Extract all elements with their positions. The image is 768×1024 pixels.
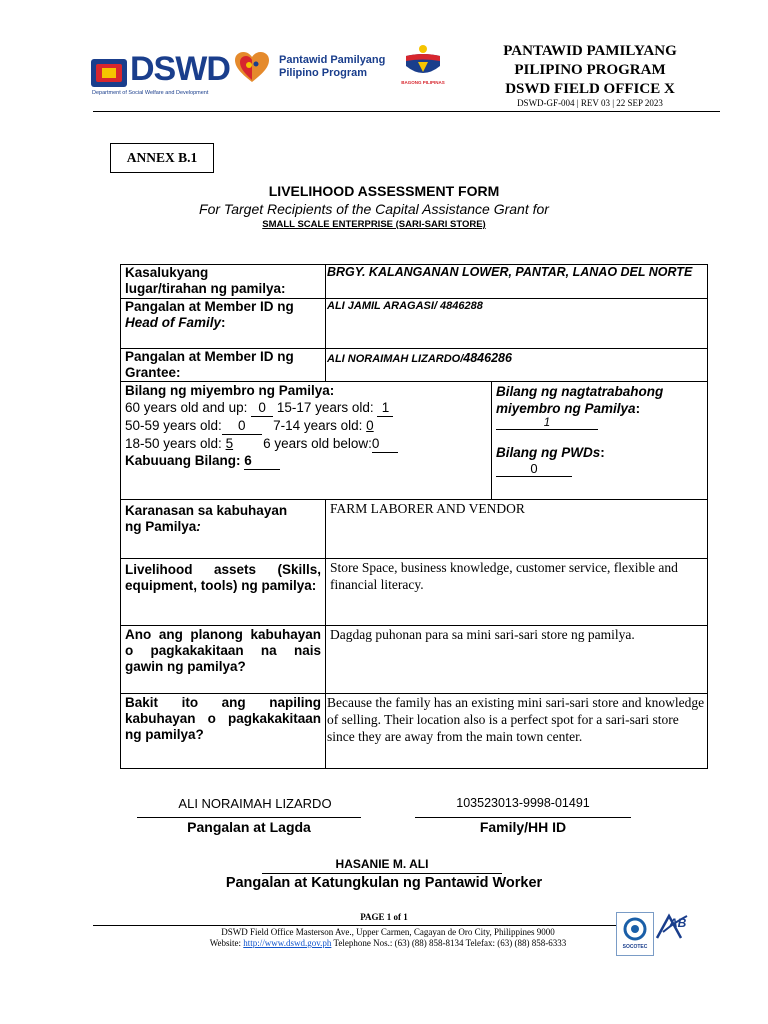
age-50-value: 0 [222, 417, 262, 435]
head-label-line2: Head of Family [125, 315, 222, 330]
members-line-18-6 [125, 435, 487, 453]
age-18-label: 18-50 years old: [125, 436, 222, 451]
pantawid-logo-line2: Pilipino Program [279, 67, 368, 79]
experience-label [121, 500, 326, 559]
head-value: ALI JAMIL ARAGASI/ 4846288 [326, 299, 708, 349]
worker-signature-line [262, 873, 502, 874]
members-cell [121, 382, 492, 500]
bagong-pilipinas-seal-icon [400, 42, 446, 82]
footer-website-link[interactable]: http://www.dswd.gov.ph [243, 938, 332, 948]
grantee-label-line1: Pangalan at Member ID ng [125, 349, 294, 364]
experience-label-line2: ng Pamilya [125, 519, 197, 534]
pwd-label-colon: : [600, 445, 605, 460]
head-label [121, 299, 326, 349]
age-15-label: 15-17 years old: [276, 400, 374, 415]
grantee-signature-name: ALI NORAIMAH LIZARDO [178, 796, 332, 811]
socotec-text: SOCOTEC [622, 944, 648, 950]
head-label-line1: Pangalan at Member ID ng [125, 299, 294, 314]
row-head-of-family [121, 299, 708, 349]
grantee-value-id: 4846286 [463, 351, 512, 365]
office-title-line1: PANTAWID PAMILYANG [503, 43, 677, 59]
row-experience [121, 500, 708, 559]
pantawid-logo-line1: Pantawid Pamilyang [279, 54, 386, 66]
ab-accreditation-badge [655, 912, 691, 954]
pwd-label-wrap [496, 444, 703, 461]
annex-label: ANNEX B.1 [110, 143, 214, 173]
age-60-label: 60 years old and up: [125, 400, 248, 415]
pwd-value: 0 [496, 461, 572, 477]
assets-label: Livelihood assets (Skills, equipment, tools) ng pamilya: [121, 559, 326, 626]
grantee-label [121, 349, 326, 382]
reason-value: Because the family has an existing mini sari-sari store and knowledge of selling. Their location also is a perfect spot for a sari-sari store since they are away from the main town center. [326, 694, 708, 769]
row-assets [121, 559, 708, 626]
form-subtitle-enterprise: SMALL SCALE ENTERPRISE (SARI-SARI STORE) [262, 219, 486, 230]
working-value-wrap [496, 417, 703, 430]
grantee-value [326, 349, 708, 382]
office-title-line3: DSWD FIELD OFFICE X [505, 81, 675, 97]
dswd-logo [90, 50, 235, 99]
members-total-value: 6 [244, 453, 280, 470]
plan-value: Dagdag puhonan para sa mini sari-sari store ng pamilya. [326, 626, 708, 694]
assets-value: Store Space, business knowledge, customer service, flexible and financial literacy. [326, 559, 708, 626]
age-7-value: 0 [366, 418, 374, 433]
address-label [121, 265, 326, 299]
ab-text: AB [669, 916, 687, 930]
dswd-logo-text: DSWD [130, 50, 230, 88]
form-title: LIVELIHOOD ASSESSMENT FORM [268, 183, 500, 199]
dswd-logo-subtitle: Department of Social Welfare and Development [92, 90, 209, 96]
age-6-value: 0 [372, 435, 398, 453]
row-address [121, 265, 708, 299]
members-line-60-15 [125, 399, 487, 417]
iso-certification-icon [617, 915, 653, 945]
pwd-value-wrap [496, 461, 703, 477]
page-number: PAGE 1 of 1 [360, 912, 408, 922]
grantee-signature-caption: Pangalan at Lagda [187, 819, 311, 835]
experience-label-colon: : [196, 519, 201, 534]
working-label-wrap [496, 383, 703, 417]
pwd-label: Bilang ng PWDs [496, 445, 601, 460]
address-label-line2: lugar/tirahan ng pamilya: [125, 281, 286, 296]
hh-id-value: 103523013-9998-01491 [456, 796, 590, 810]
dswd-shield-icon [90, 57, 128, 89]
members-label: Bilang ng miyembro ng Pamilya: [125, 383, 335, 398]
age-7-label: 7-14 years old: [273, 418, 363, 433]
grantee-signature-line [137, 817, 361, 818]
members-total [125, 453, 487, 470]
age-15-value: 1 [377, 399, 393, 417]
experience-label-line2-wrap [125, 519, 321, 535]
reason-label: Bakit ito ang napiling kabuhayan o pagkakakitaan ng pamilya? [121, 694, 326, 769]
header-divider [93, 111, 720, 112]
assessment-table [120, 264, 708, 769]
members-line-50-7 [125, 417, 487, 435]
members-total-label: Kabuuang Bilang: [125, 453, 241, 468]
row-members [121, 382, 708, 500]
worker-caption: Pangalan at Katungkulan ng Pantawid Worker [225, 875, 543, 891]
head-label-colon: : [221, 315, 226, 330]
footer-phones: Telephone Nos.: (63) (88) 858-8134 Telefax: (63) (88) 858-6333 [331, 938, 567, 948]
row-plan [121, 626, 708, 694]
grantee-label-line2: Grantee: [125, 365, 181, 380]
footer-website-label: Website: [209, 938, 244, 948]
address-label-line1: Kasalukyang [125, 265, 209, 280]
age-50-label: 50-59 years old: [125, 418, 222, 433]
office-title-line2: PILIPINO PROGRAM [514, 62, 666, 78]
age-60-value: 0 [251, 399, 273, 417]
office-title [470, 42, 710, 99]
head-label-line2-wrap [125, 315, 321, 331]
working-label-colon: : [635, 401, 641, 416]
document-code: DSWD-GF-004 | REV 03 | 22 SEP 2023 [517, 98, 663, 108]
age-6-label: 6 years old below: [263, 436, 372, 451]
experience-label-line1: Karanasan sa kabuhayan [125, 503, 288, 518]
hh-id-line [415, 817, 631, 818]
socotec-badge [616, 912, 654, 956]
row-grantee [121, 349, 708, 382]
heart-family-icon [235, 52, 269, 84]
age-18-value: 5 [225, 436, 234, 451]
worker-name: HASANIE M. ALI [335, 857, 429, 871]
bagong-pilipinas-logo [398, 42, 448, 90]
form-subtitle: For Target Recipients of the Capital Assistance Grant for [199, 201, 549, 217]
working-pwd-cell [492, 382, 708, 500]
plan-label: Ano ang planong kabuhayan o pagkakakitaan na nais gawin ng pamilya? [121, 626, 326, 694]
pantawid-logo [235, 52, 395, 92]
bagong-pilipinas-text: BAGONG PILIPINAS [401, 80, 445, 85]
grantee-value-name: ALI NORAIMAH LIZARDO/ [327, 353, 464, 365]
address-value: BRGY. KALANGANAN LOWER, PANTAR, LANAO DEL NORTE [326, 265, 708, 299]
hh-id-caption: Family/HH ID [479, 819, 567, 835]
experience-value: FARM LABORER AND VENDOR [326, 500, 708, 559]
working-value: 1 [496, 417, 598, 430]
footer-divider [93, 925, 653, 926]
working-label: Bilang ng nagtatrabahong miyembro ng Pamilya [496, 384, 664, 416]
row-reason [121, 694, 708, 769]
footer-address: DSWD Field Office Masterson Ave., Upper Carmen, Cagayan de Oro City, Philippines 9000 [221, 927, 555, 937]
